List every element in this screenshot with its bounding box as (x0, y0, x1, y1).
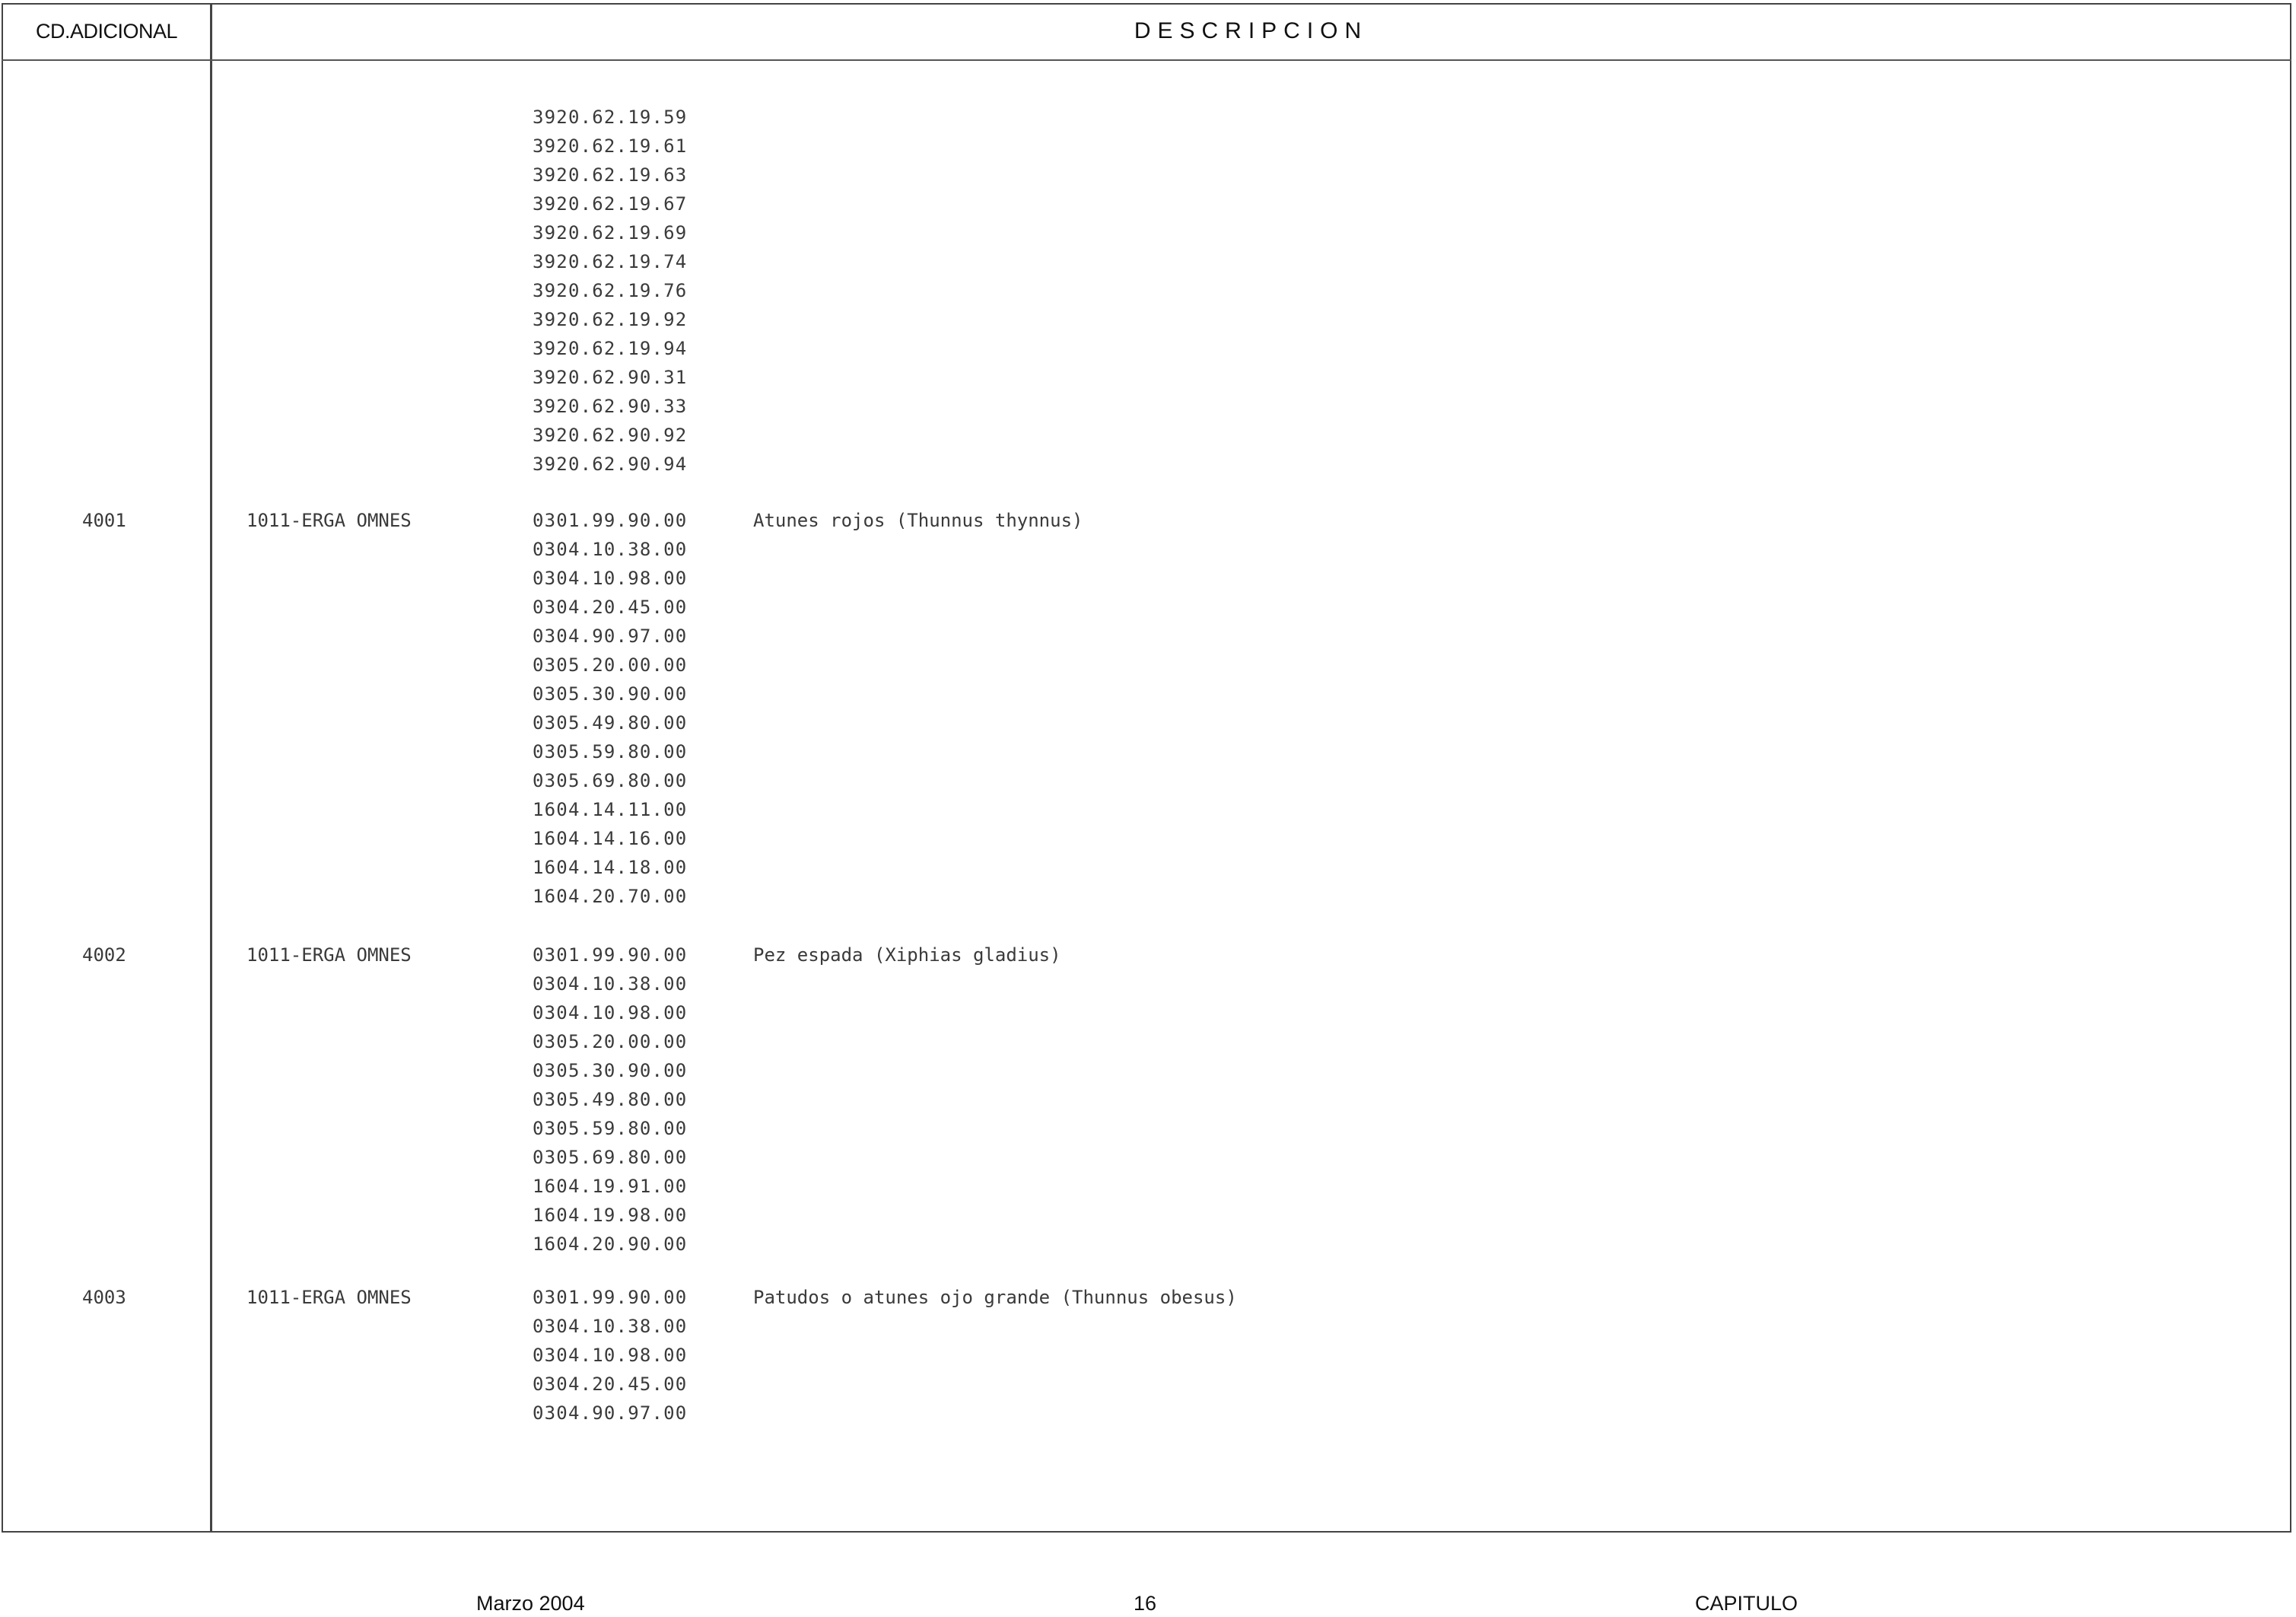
additional-code: 4002 (82, 944, 126, 966)
tariff-code: 0301.99.90.00 (533, 944, 688, 966)
tariff-code: 0305.20.00.00 (533, 1031, 688, 1052)
tariff-code: 1604.19.98.00 (533, 1205, 688, 1226)
origin-label: 1011-ERGA OMNES (246, 944, 412, 966)
column-header-descripcion: DESCRIPCION (1134, 18, 1369, 43)
tariff-code: 1604.20.90.00 (533, 1233, 688, 1255)
tariff-code: 0305.69.80.00 (533, 1147, 688, 1168)
tariff-code: 0305.69.80.00 (533, 770, 688, 791)
tariff-code: 3920.62.90.92 (533, 425, 688, 446)
tariff-code: 3920.62.90.33 (533, 396, 688, 417)
tariff-code: 1604.19.91.00 (533, 1176, 688, 1197)
tariff-code: 0304.10.98.00 (533, 1345, 688, 1366)
tariff-code: 3920.62.90.94 (533, 454, 688, 475)
tariff-code: 3920.62.19.67 (533, 193, 688, 215)
tariff-code: 0304.10.98.00 (533, 568, 688, 589)
tariff-code: 3920.62.19.69 (533, 222, 688, 244)
tariff-code-list (533, 941, 687, 1259)
tariff-code: 0305.30.90.00 (533, 1060, 688, 1081)
footer-page-number: 16 (1134, 1592, 1157, 1615)
tariff-code: 0305.59.80.00 (533, 1118, 688, 1139)
tariff-code-list (533, 103, 687, 479)
origin-label: 1011-ERGA OMNES (246, 1287, 412, 1308)
tariff-code: 0305.20.00.00 (533, 654, 688, 676)
tariff-code: 0304.20.45.00 (533, 597, 688, 618)
tariff-code: 3920.62.19.59 (533, 107, 688, 128)
tariff-code: 0301.99.90.00 (533, 510, 688, 531)
tariff-code: 3920.62.90.31 (533, 367, 688, 388)
tariff-code: 0305.49.80.00 (533, 1089, 688, 1110)
tariff-code-list (533, 506, 687, 911)
tariff-code: 3920.62.19.61 (533, 135, 688, 157)
product-description: Pez espada (Xiphias gladius) (753, 944, 1061, 966)
tariff-code: 1604.14.16.00 (533, 828, 688, 849)
tariff-code: 3920.62.19.94 (533, 338, 688, 359)
tariff-code-list (533, 1283, 687, 1428)
tariff-code: 1604.20.70.00 (533, 886, 688, 907)
product-description: Patudos o atunes ojo grande (Thunnus obesus) (753, 1287, 1237, 1308)
tariff-code: 3920.62.19.63 (533, 164, 688, 186)
tariff-code: 0305.30.90.00 (533, 683, 688, 705)
tariff-code: 0301.99.90.00 (533, 1287, 688, 1308)
tariff-code: 0304.90.97.00 (533, 625, 688, 647)
tariff-code: 0304.10.38.00 (533, 973, 688, 995)
tariff-code: 0304.10.38.00 (533, 539, 688, 560)
additional-code: 4003 (82, 1287, 126, 1308)
tariff-code: 0304.10.38.00 (533, 1316, 688, 1337)
footer-date: Marzo 2004 (476, 1592, 585, 1615)
additional-code: 4001 (82, 510, 126, 531)
tariff-code: 0305.59.80.00 (533, 741, 688, 762)
tariff-code: 3920.62.19.92 (533, 309, 688, 330)
tariff-code: 1604.14.11.00 (533, 799, 688, 820)
tariff-code: 3920.62.19.76 (533, 280, 688, 301)
tariff-code: 0304.20.45.00 (533, 1373, 688, 1395)
product-description: Atunes rojos (Thunnus thynnus) (753, 510, 1083, 531)
footer-chapter: CAPITULO (1695, 1592, 1798, 1615)
tariff-code: 0304.10.98.00 (533, 1002, 688, 1023)
origin-label: 1011-ERGA OMNES (246, 510, 412, 531)
tariff-code: 3920.62.19.74 (533, 251, 688, 272)
tariff-code: 0304.90.97.00 (533, 1402, 688, 1424)
column-header-cd-adicional: CD.ADICIONAL (35, 19, 178, 43)
tariff-code: 1604.14.18.00 (533, 857, 688, 878)
tariff-code: 0305.49.80.00 (533, 712, 688, 734)
